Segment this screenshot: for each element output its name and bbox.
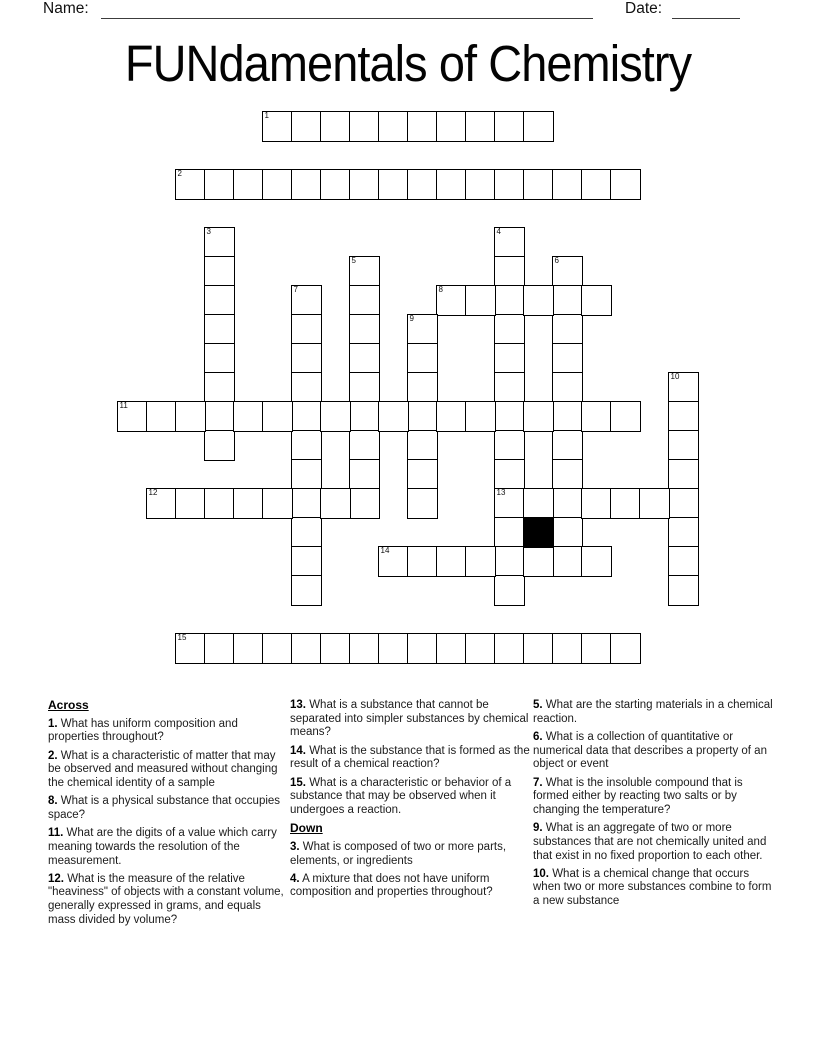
clue-number-label: 12. (48, 872, 64, 885)
crossword-cell[interactable] (552, 401, 583, 432)
crossword-cell[interactable] (349, 372, 380, 403)
crossword-cell[interactable] (465, 285, 496, 316)
cell-number: 12 (148, 488, 158, 497)
crossword-cell[interactable] (668, 401, 699, 432)
crossword-cell[interactable] (494, 285, 525, 316)
crossword-cell[interactable] (407, 401, 438, 432)
clue-12: 12. What is the measure of the relative "heaviness" of objects with a constant volume, generally expressed in grams, and equals mass divided by volume? (48, 872, 284, 926)
cell-number: 2 (177, 169, 182, 178)
crossword-cell[interactable] (291, 169, 322, 200)
clue-number-label: 4. (290, 872, 300, 885)
crossword-cell[interactable] (204, 430, 235, 461)
crossword-cell[interactable] (494, 430, 525, 461)
crossword-cell[interactable] (494, 227, 525, 258)
crossword-cell[interactable] (291, 575, 322, 606)
crossword-cell[interactable] (465, 169, 496, 200)
clue-10: 10. What is a chemical change that occurs when two or more substances combine to form a new substance (533, 867, 772, 908)
crossword-cell[interactable] (494, 372, 525, 403)
clue-number-label: 6. (533, 730, 543, 743)
date-label: Date: (625, 0, 663, 17)
crossword-cell[interactable] (552, 546, 583, 577)
crossword-cell[interactable] (291, 285, 322, 316)
crossword-cell[interactable] (465, 546, 496, 577)
crossword-cell[interactable] (117, 401, 148, 432)
crossword-cell[interactable] (523, 111, 554, 142)
cell-number: 5 (351, 256, 356, 265)
cell-number: 3 (206, 227, 211, 236)
crossword-cell[interactable] (639, 488, 670, 519)
crossword-cell[interactable] (552, 285, 583, 316)
date-input-line[interactable] (672, 17, 740, 19)
crossword-cell[interactable] (465, 111, 496, 142)
crossword-cell[interactable] (349, 343, 380, 374)
crossword-cell[interactable] (204, 256, 235, 287)
crossword-cell[interactable] (407, 343, 438, 374)
clue-5: 5. What are the starting materials in a chemical reaction. (533, 699, 773, 725)
crossword-cell[interactable] (523, 633, 554, 664)
crossword-cell[interactable] (378, 401, 409, 432)
clue-13: 13. What is a substance that cannot be separated into simpler substances by chemical means? (290, 699, 529, 739)
crossword-cell[interactable] (436, 401, 467, 432)
clue-7: 7. What is the insoluble compound that is formed either by reacting two salts or by changing the temperature? (533, 776, 743, 816)
clue-number-label: 8. (48, 795, 58, 808)
crossword-cell[interactable] (291, 343, 322, 374)
crossword-cell[interactable] (494, 111, 525, 142)
crossword-cell[interactable] (233, 401, 264, 432)
crossword-cell[interactable] (494, 343, 525, 374)
crossword-cell[interactable] (407, 633, 438, 664)
crossword-cell[interactable] (349, 111, 380, 142)
crossword-cell[interactable] (523, 401, 554, 432)
crossword-cell[interactable] (407, 169, 438, 200)
crossword-cell[interactable] (494, 633, 525, 664)
crossword-cell[interactable] (610, 633, 641, 664)
crossword-cell[interactable] (436, 546, 467, 577)
clue-number-label: 11. (48, 827, 64, 840)
crossword-cell[interactable] (552, 372, 583, 403)
cell-number: 4 (496, 227, 501, 236)
crossword-cell[interactable] (320, 633, 351, 664)
clue-11: 11. What are the digits of a value which carry meaning towards the resolution of the measurement. (48, 827, 277, 867)
cell-number: 13 (496, 488, 506, 497)
crossword-cell[interactable] (668, 546, 699, 577)
crossword-cell[interactable] (552, 488, 583, 519)
crossword-cell[interactable] (494, 459, 525, 490)
clue-3: 3. What is composed of two or more parts, elements, or ingredients (290, 840, 507, 867)
crossword-cell[interactable] (349, 459, 380, 490)
crossword-cell[interactable] (262, 169, 293, 200)
crossword-cell[interactable] (175, 169, 206, 200)
crossword-cell[interactable] (349, 488, 380, 519)
clue-9: 9. What is an aggregate of two or more substances that are not chemically united and that exist in no fixed proportion to each other. (533, 822, 767, 862)
clue-heading-across: Across (48, 698, 89, 712)
crossword-cell[interactable] (262, 111, 293, 142)
crossword-cell[interactable] (291, 459, 322, 490)
crossword-cell[interactable] (581, 546, 612, 577)
crossword-grid (117, 111, 717, 671)
clue-4: 4. A mixture that does not have uniform composition and properties throughout? (290, 872, 493, 899)
crossword-cell[interactable] (291, 372, 322, 403)
crossword-cell[interactable] (552, 430, 583, 461)
clue-number-label: 14. (290, 744, 306, 757)
crossword-cell[interactable] (668, 459, 699, 490)
cell-number: 15 (177, 633, 187, 642)
clue-column-2 (290, 699, 532, 905)
crossword-cell[interactable] (291, 633, 322, 664)
clue-number-label: 2. (48, 749, 58, 762)
crossword-cell[interactable] (436, 633, 467, 664)
crossword-cell[interactable] (262, 401, 293, 432)
page-title: FUNdamentals of Chemistry (124, 35, 692, 92)
crossword-cell[interactable] (494, 401, 525, 432)
crossword-cell[interactable] (552, 343, 583, 374)
crossword-cell[interactable] (523, 285, 554, 316)
cell-number: 11 (119, 401, 128, 410)
crossword-cell[interactable] (494, 488, 525, 519)
crossword-cell[interactable] (552, 633, 583, 664)
crossword-cell[interactable] (407, 546, 438, 577)
crossword-cell[interactable] (407, 459, 438, 490)
crossword-cell[interactable] (291, 401, 322, 432)
crossword-cell[interactable] (610, 169, 641, 200)
crossword-cell[interactable] (407, 372, 438, 403)
crossword-cell[interactable] (146, 401, 177, 432)
crossword-cell[interactable] (291, 546, 322, 577)
cell-number: 6 (554, 256, 559, 265)
crossword-cell[interactable] (349, 256, 380, 287)
crossword-cell[interactable] (494, 256, 525, 287)
crossword-cell[interactable] (436, 169, 467, 200)
crossword-cell[interactable] (204, 314, 235, 345)
clue-number-label: 13. (290, 699, 306, 711)
crossword-cell[interactable] (378, 633, 409, 664)
crossword-cell[interactable] (552, 169, 583, 200)
clue-number-label: 9. (533, 822, 543, 835)
crossword-cell[interactable] (523, 488, 554, 519)
crossword-cell[interactable] (175, 633, 206, 664)
crossword-cell[interactable] (204, 285, 235, 316)
crossword-cell[interactable] (204, 633, 235, 664)
clue-15: 15. What is a characteristic or behavior of a substance that may be observed when it undergoes a reaction. (290, 776, 512, 816)
crossword-cell[interactable] (204, 401, 235, 432)
crossword-cell[interactable] (349, 430, 380, 461)
clue-number-label: 1. (48, 717, 58, 730)
cell-number: 7 (293, 285, 298, 294)
crossword-cell[interactable] (465, 401, 496, 432)
crossword-cell[interactable] (320, 401, 351, 432)
crossword-cell[interactable] (668, 517, 699, 548)
crossword-cell[interactable] (204, 488, 235, 519)
crossword-cell[interactable] (581, 169, 612, 200)
crossword-cell[interactable] (349, 401, 380, 432)
cell-number: 8 (438, 285, 443, 294)
cell-number: 9 (409, 314, 414, 323)
name-label: Name: (43, 0, 89, 17)
clue-number-label: 3. (290, 840, 300, 853)
crossword-cell[interactable] (436, 285, 467, 316)
crossword-cell[interactable] (581, 285, 612, 316)
crossword-cell[interactable] (262, 488, 293, 519)
crossword-cell[interactable] (407, 314, 438, 345)
crossword-cell[interactable] (581, 633, 612, 664)
cell-number: 1 (264, 111, 269, 120)
crossword-cell[interactable] (320, 111, 351, 142)
crossword-cell[interactable] (668, 430, 699, 461)
clue-1: 1. What has uniform composition and properties throughout? (48, 717, 238, 744)
crossword-cell[interactable] (610, 401, 641, 432)
crossword-cell[interactable] (552, 256, 583, 287)
crossword-cell[interactable] (204, 227, 235, 258)
crossword-cell[interactable] (465, 633, 496, 664)
crossword-cell[interactable] (204, 169, 235, 200)
crossword-cell[interactable] (233, 169, 264, 200)
crossword-cell[interactable] (378, 169, 409, 200)
crossword-cell[interactable] (233, 488, 264, 519)
clue-number-label: 10. (533, 867, 549, 880)
clue-heading-down: Down (290, 821, 323, 836)
crossword-cell[interactable] (407, 488, 438, 519)
crossword-cell[interactable] (581, 488, 612, 519)
crossword-cell[interactable] (320, 169, 351, 200)
crossword-cell[interactable] (436, 111, 467, 142)
crossword-cell[interactable] (204, 343, 235, 374)
crossword-cell[interactable] (523, 546, 554, 577)
crossword-cell[interactable] (581, 401, 612, 432)
clue-8: 8. What is a physical substance that occupies space? (48, 795, 281, 821)
crossword-cell[interactable] (291, 111, 322, 142)
crossword-cell[interactable] (494, 517, 525, 548)
crossword-cell[interactable] (552, 459, 583, 490)
clue-number-label: 15. (290, 776, 306, 789)
crossword-cell[interactable] (523, 169, 554, 200)
crossword-cell[interactable] (291, 488, 322, 519)
crossword-cell[interactable] (320, 488, 351, 519)
clue-number-label: 7. (533, 776, 543, 789)
crossword-cell[interactable] (175, 488, 206, 519)
crossword-cell[interactable] (407, 430, 438, 461)
crossword-cell[interactable] (668, 488, 699, 519)
name-input-line[interactable] (101, 17, 593, 19)
clue-number-label: 5. (533, 699, 543, 711)
cell-number: 10 (670, 372, 680, 381)
crossword-cell[interactable] (407, 111, 438, 142)
crossword-cell[interactable] (291, 517, 322, 548)
crossword-cell[interactable] (349, 169, 380, 200)
crossword-cell[interactable] (262, 633, 293, 664)
clue-column-1 (48, 699, 290, 932)
crossword-cell[interactable] (378, 546, 409, 577)
cell-number: 14 (380, 546, 390, 555)
crossword-cell[interactable] (204, 372, 235, 403)
crossword-cell[interactable] (552, 517, 583, 548)
crossword-cell[interactable] (175, 401, 206, 432)
crossword-cell[interactable] (494, 314, 525, 345)
crossword-cell[interactable] (349, 633, 380, 664)
crossword-cell[interactable] (146, 488, 177, 519)
crossword-cell[interactable] (610, 488, 641, 519)
crossword-cell[interactable] (291, 314, 322, 345)
blocked-cell (523, 517, 554, 548)
crossword-cell[interactable] (494, 546, 525, 577)
crossword-cell[interactable] (552, 314, 583, 345)
crossword-cell[interactable] (494, 169, 525, 200)
clue-14: 14. What is the substance that is formed as the result of a chemical reaction? (290, 744, 530, 771)
clue-6: 6. What is a collection of quantitative or numerical data that describes a property of an object or event (533, 730, 767, 771)
clue-column-3 (533, 699, 775, 913)
crossword-cell[interactable] (494, 575, 525, 606)
crossword-cell[interactable] (233, 633, 264, 664)
crossword-cell[interactable] (378, 111, 409, 142)
crossword-cell[interactable] (349, 314, 380, 345)
crossword-cell[interactable] (668, 372, 699, 403)
crossword-cell[interactable] (291, 430, 322, 461)
crossword-cell[interactable] (668, 575, 699, 606)
crossword-cell[interactable] (349, 285, 380, 316)
clue-2: 2. What is a characteristic of matter that may be observed and measured without changing the chemical identity of a sample (48, 749, 278, 790)
